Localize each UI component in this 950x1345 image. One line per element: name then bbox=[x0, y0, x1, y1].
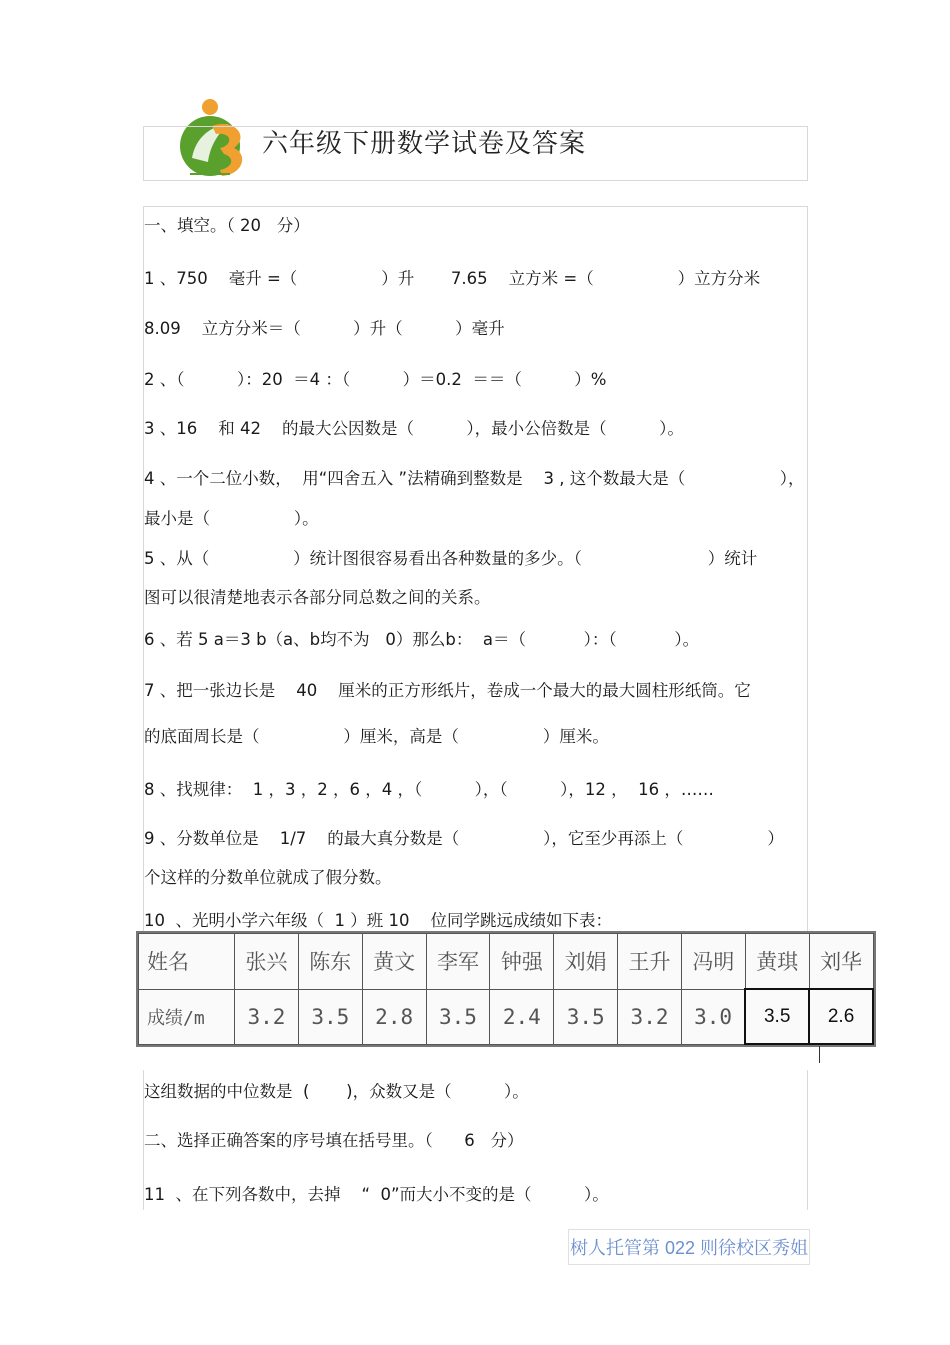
table-header-cell: 刘娟 bbox=[554, 934, 618, 990]
question-line: 6 、若 5 a＝3 b（a、b均不为 0）那么b： a＝（ ）：（ ）。 bbox=[144, 630, 700, 649]
question-line: 4 、一个二位小数， 用“四舍五入 ”法精确到整数是 3 , 这个数最大是（ ）， bbox=[144, 469, 805, 488]
question-line: 8.09 立方分米＝（ ）升（ ）毫升 bbox=[144, 319, 505, 338]
watermark-stamp: 树人托管第 022 则徐校区秀姐 bbox=[568, 1229, 810, 1265]
question-line: 3 、16 和 42 的最大公因数是（ ），最小公倍数是（ ）。 bbox=[144, 419, 684, 438]
table-cell: 3.5 bbox=[745, 989, 809, 1044]
question-line: 11 、在下列各数中，去掉 “ 0”而大小不变的是（ ）。 bbox=[144, 1185, 609, 1204]
question-line: 8 、找规律： 1 ，3 ，2 ，6 ，4 ，（ ），（ ），12 ， 16 ，…… bbox=[144, 780, 714, 799]
table-cell: 2.8 bbox=[362, 989, 426, 1044]
table-cell: 3.5 bbox=[426, 989, 490, 1044]
question-line: 1 、750 毫升 =（ ）升 7.65 立方米 =（ ）立方分米 bbox=[144, 269, 761, 288]
table-header-cell: 陈东 bbox=[298, 934, 362, 990]
table-cell: 3.5 bbox=[554, 989, 618, 1044]
question-line: 7 、把一张边长是 40 厘米的正方形纸片，卷成一个最大的最大圆柱形纸筒。它 bbox=[144, 681, 751, 700]
question-line: 这组数据的中位数是 ( )，众数又是（ ）。 bbox=[144, 1082, 529, 1101]
question-line: 的底面周长是（ ）厘米，高是（ ）厘米。 bbox=[144, 727, 609, 746]
table-header-cell: 张兴 bbox=[235, 934, 299, 990]
question-line: 10 、光明小学六年级（ 1 ）班 10 位同学跳远成绩如下表： bbox=[144, 911, 612, 930]
table-header-cell: 刘华 bbox=[809, 934, 873, 990]
table-header-cell: 冯明 bbox=[681, 934, 745, 990]
table-header-cell: 黄琪 bbox=[745, 934, 809, 990]
question-line: 个这样的分数单位就成了假分数。 bbox=[144, 868, 392, 887]
page-title: 六年级下册数学试卷及答案 bbox=[262, 129, 587, 159]
section-heading-choice: 二、选择正确答案的序号填在括号里。（ 6 分） bbox=[144, 1131, 524, 1150]
table-cell: 3.5 bbox=[298, 989, 362, 1044]
section-heading-fill-blank: 一、填空。（ 20 分） bbox=[144, 216, 310, 235]
question-line: 2 、（ ）：20 ＝4 ：（ ）＝0.2 ＝＝（ ）% bbox=[144, 370, 607, 389]
table-header-cell: 李军 bbox=[426, 934, 490, 990]
long-jump-score-table bbox=[136, 931, 876, 1047]
table-row bbox=[139, 989, 874, 1044]
table-cell: 2.4 bbox=[490, 989, 554, 1044]
table-header-cell: 姓名 bbox=[139, 934, 235, 990]
table-cell: 2.6 bbox=[809, 989, 873, 1044]
table-cell: 3.2 bbox=[618, 989, 682, 1044]
table-cell: 3.0 bbox=[681, 989, 745, 1044]
question-line: 最小是（ ）。 bbox=[144, 509, 319, 528]
table-row-label: 成绩/m bbox=[139, 989, 235, 1044]
table-cell: 3.2 bbox=[235, 989, 299, 1044]
text-cursor bbox=[819, 1046, 820, 1063]
table-header-cell: 王升 bbox=[618, 934, 682, 990]
question-line: 5 、从（ ）统计图很容易看出各种数量的多少。（ ）统计 bbox=[144, 549, 758, 568]
table-header-cell: 钟强 bbox=[490, 934, 554, 990]
table-header-cell: 黄文 bbox=[362, 934, 426, 990]
question-line: 9 、分数单位是 1/7 的最大真分数是（ ），它至少再添上（ ） bbox=[144, 829, 784, 848]
question-line: 图可以很清楚地表示各部分同总数之间的关系。 bbox=[144, 588, 491, 607]
table-header-row bbox=[139, 934, 874, 990]
